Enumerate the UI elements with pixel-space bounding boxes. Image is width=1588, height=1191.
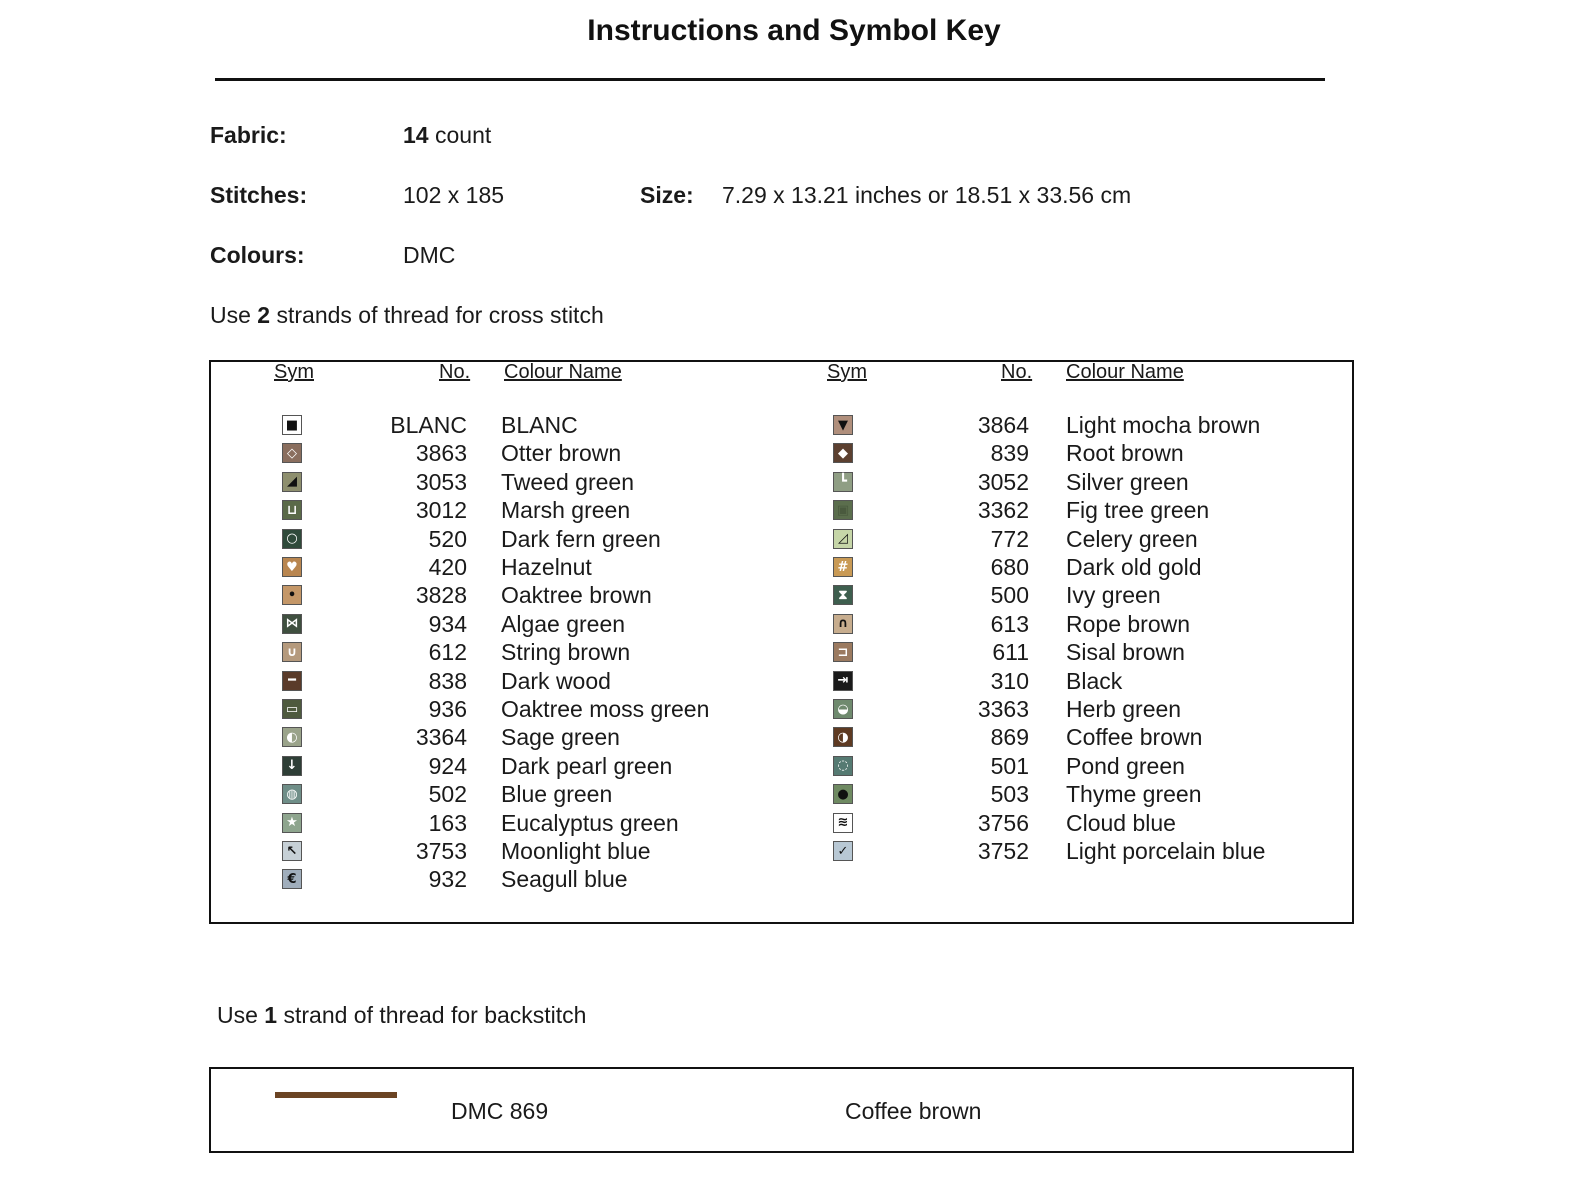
colour-name: Dark fern green: [501, 525, 661, 552]
colour-name: Dark wood: [501, 667, 611, 694]
colour-name: Sage green: [501, 724, 620, 751]
half-circle-dark-icon: ◑: [833, 727, 853, 747]
colour-number: 501: [990, 752, 1029, 779]
hook-icon: ↖: [282, 841, 302, 861]
backstitch-colour-name: Coffee brown: [845, 1098, 982, 1124]
colour-number: 3753: [415, 838, 467, 864]
colour-number: 924: [428, 752, 467, 779]
colour-number: 3756: [977, 809, 1029, 836]
colour-name: Rope brown: [1066, 610, 1191, 637]
colour-number: 3752: [977, 838, 1029, 864]
colour-number: 772: [990, 525, 1029, 552]
colour-name: Ivy green: [1066, 582, 1161, 609]
colour-number: 500: [990, 582, 1029, 609]
colour-name: Oaktree moss green: [501, 696, 710, 722]
colour-name: Algae green: [501, 610, 626, 637]
colour-number: 3864: [977, 412, 1029, 438]
heart-icon: ♥: [282, 557, 302, 577]
header-no-right: No.: [1001, 361, 1033, 383]
backstitch-note: [217, 1002, 586, 1029]
colour-name: Coffee brown: [1066, 724, 1203, 751]
down-triangle-icon: ▼: [833, 415, 853, 435]
header-no-left: No.: [439, 361, 471, 383]
colour-number: 3012: [415, 497, 467, 524]
hash-icon: #: [833, 557, 853, 577]
colour-name: Fig tree green: [1066, 497, 1210, 524]
corner-triangle-icon: ◿: [833, 529, 853, 549]
backstitch-table: [209, 1067, 1354, 1153]
half-circle-top-icon: ◒: [833, 699, 853, 719]
colour-number: 612: [428, 639, 467, 666]
page-title: Instructions and Symbol Key: [587, 14, 1001, 47]
colour-number: 3363: [977, 696, 1029, 722]
hook-square-icon: ⊐: [833, 642, 853, 662]
fabric-unit: count: [434, 122, 492, 148]
globe-icon: ◍: [282, 784, 302, 804]
colour-number: 869: [990, 724, 1029, 751]
stitches-value: 102 x 185: [403, 182, 505, 208]
colour-name: Marsh green: [501, 497, 631, 524]
circle-icon: ○: [282, 529, 302, 549]
title-divider: [215, 78, 1325, 81]
colour-number: 611: [992, 639, 1029, 666]
colour-name: Cloud blue: [1066, 809, 1176, 836]
colour-name: Light mocha brown: [1066, 412, 1261, 438]
colour-number: 310: [990, 667, 1029, 694]
colour-number: 3052: [977, 468, 1029, 495]
backstitch-code: DMC 869: [451, 1098, 549, 1124]
colour-name: Moonlight blue: [501, 838, 651, 864]
colour-number: 680: [990, 554, 1029, 580]
colour-name: Eucalyptus green: [501, 809, 679, 836]
colour-number: 613: [990, 610, 1029, 637]
colour-name: Black: [1066, 667, 1123, 694]
cross-note-prefix: Use: [210, 302, 251, 328]
colour-number: 3863: [415, 440, 467, 467]
colour-number: 839: [990, 440, 1029, 467]
fabric-label: Fabric:: [210, 122, 287, 148]
u-square-icon: ⊔: [282, 500, 302, 520]
solid-square-icon: ■: [282, 415, 302, 435]
arch-icon: ∩: [833, 614, 853, 634]
euro-icon: €: [282, 869, 302, 889]
stripes-icon: ≋: [833, 813, 853, 833]
colour-number: BLANC: [390, 412, 467, 438]
swirl-circle-icon: ◌: [833, 756, 853, 776]
colour-name: Celery green: [1066, 525, 1198, 552]
colour-number: 420: [428, 554, 467, 580]
back-note-prefix: Use: [217, 1002, 258, 1028]
colour-name: Herb green: [1066, 696, 1182, 722]
colour-number: 934: [428, 610, 467, 637]
colour-name: Thyme green: [1066, 781, 1202, 808]
header-name-right: Colour Name: [1066, 361, 1184, 383]
colour-number: 3828: [415, 582, 467, 609]
l-corner-icon: ┗: [833, 472, 853, 492]
colour-name: Otter brown: [501, 440, 622, 467]
down-arrow-icon: ↓: [282, 756, 302, 776]
colour-name: Seagull blue: [501, 866, 628, 893]
colour-number: 3362: [977, 497, 1029, 524]
colour-number: 838: [428, 667, 467, 694]
colour-number: 163: [428, 809, 467, 836]
colours-value: DMC: [403, 242, 456, 268]
cup-icon: ∪: [282, 642, 302, 662]
bowtie-icon: ⋈: [282, 614, 302, 634]
colour-name: Hazelnut: [501, 554, 592, 580]
colour-name: BLANC: [501, 412, 578, 438]
stitches-label: Stitches:: [210, 182, 308, 208]
colour-number: 520: [428, 525, 467, 552]
colour-name: String brown: [501, 639, 631, 666]
colour-name: Light porcelain blue: [1066, 838, 1266, 864]
colour-name: Sisal brown: [1066, 639, 1185, 666]
star-icon: ★: [282, 813, 302, 833]
header-name-left: Colour Name: [504, 361, 622, 383]
header-sym-left: Sym: [274, 361, 314, 383]
colour-number: 502: [428, 781, 467, 808]
check-icon: ✓: [833, 841, 853, 861]
minus-icon: ━: [282, 671, 302, 691]
colour-name: Blue green: [501, 781, 613, 808]
colour-number: 3053: [415, 468, 467, 495]
half-circle-icon: ◐: [282, 727, 302, 747]
fabric-value: [403, 122, 491, 149]
half-square-icon: ▭: [282, 699, 302, 719]
cross-note-strands: 2: [257, 302, 271, 328]
colour-number: 932: [428, 866, 467, 893]
colour-name: Tweed green: [501, 468, 634, 495]
colour-name: Dark old gold: [1066, 554, 1202, 580]
colours-label: Colours:: [210, 242, 305, 268]
header-sym-right: Sym: [827, 361, 867, 383]
cross-stitch-note: [210, 302, 604, 329]
solid-diamond-icon: ◆: [833, 443, 853, 463]
colour-number: 3364: [415, 724, 467, 751]
dot-icon: •: [282, 585, 302, 605]
backstitch-line-swatch: [275, 1092, 397, 1098]
enter-arrow-icon: ⇥: [833, 671, 853, 691]
diamond-icon: ◇: [282, 443, 302, 463]
ball-icon: ●: [833, 784, 853, 804]
fabric-count: 14: [403, 122, 429, 148]
back-note-strands: 1: [264, 1002, 278, 1028]
colour-name: Silver green: [1066, 468, 1189, 495]
size-label: Size:: [640, 182, 694, 208]
inner-square-icon: ▣: [833, 500, 853, 520]
colour-name: Root brown: [1066, 440, 1184, 467]
triangle-corner-icon: ◢: [282, 472, 302, 492]
back-note-suffix: strand of thread for backstitch: [283, 1002, 587, 1028]
colour-name: Dark pearl green: [501, 752, 673, 779]
colour-name: Oaktree brown: [501, 582, 652, 609]
cross-note-suffix: strands of thread for cross stitch: [276, 302, 604, 328]
colour-name: Pond green: [1066, 752, 1185, 779]
hourglass-icon: ⧗: [833, 585, 853, 605]
colour-number: 936: [428, 696, 467, 722]
size-value: 7.29 x 13.21 inches or 18.51 x 33.56 cm: [722, 182, 1132, 208]
colour-number: 503: [990, 781, 1029, 808]
